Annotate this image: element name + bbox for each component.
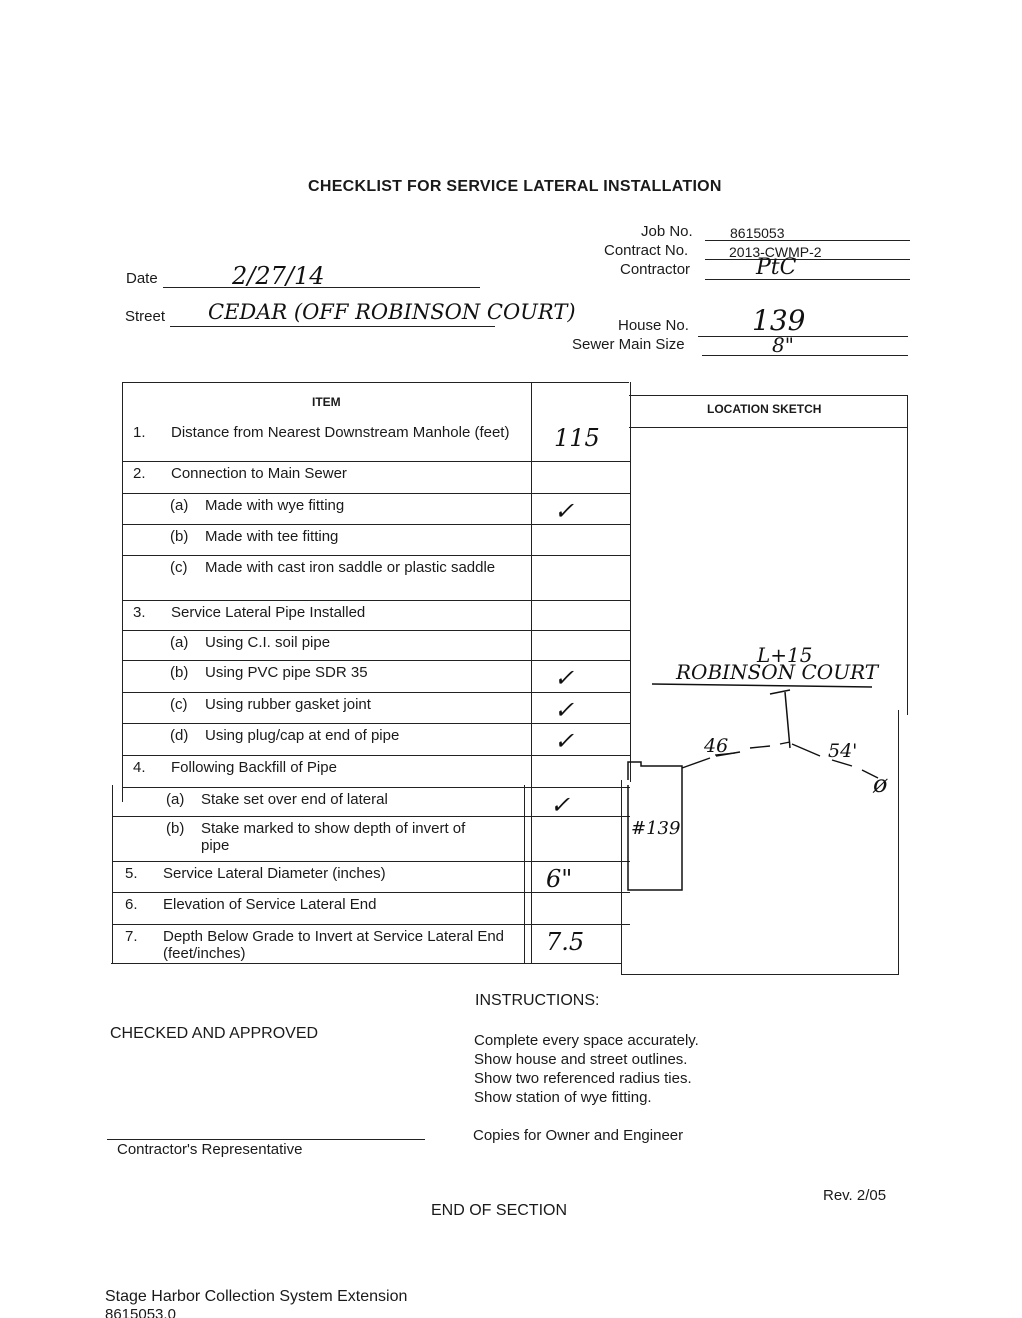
row-divider (122, 493, 630, 494)
item-header: ITEM (312, 395, 341, 409)
sketch-tie-right: 54' (828, 740, 858, 762)
row-divider (122, 692, 630, 693)
row-item-text: Distance from Nearest Downstream Manhole (feet) (171, 424, 510, 441)
instructions-heading: INSTRUCTIONS: (475, 992, 600, 1009)
row-item-text: Elevation of Service Lateral End (163, 896, 377, 913)
row-value: ✓ (554, 696, 575, 724)
date-value: 2/27/14 (232, 262, 325, 290)
instruction-line: Complete every space accurately. (474, 1032, 699, 1049)
row-sub-label: (b) (170, 528, 189, 545)
row-number: 5. (125, 865, 138, 882)
row-divider (112, 924, 630, 925)
row-value: ✓ (554, 727, 575, 755)
instruction-line: Show station of wye fitting. (474, 1089, 652, 1106)
contract-no-value: 2013-CWMP-2 (729, 244, 822, 260)
contract-no-label: Contract No. (604, 242, 689, 259)
row-item-text: Depth Below Grade to Invert at Service Lateral End (feet/inches) (163, 928, 505, 962)
row-item-text: Connection to Main Sewer (171, 465, 347, 482)
row-number: 3. (133, 604, 146, 621)
row-number: 2. (133, 465, 146, 482)
copies-note: Copies for Owner and Engineer (473, 1127, 684, 1144)
date-label: Date (126, 270, 158, 287)
form-title: CHECKLIST FOR SERVICE LATERAL INSTALLATION (308, 178, 722, 195)
row-item-text: Made with cast iron saddle or plastic saddle (205, 559, 496, 576)
sketch-house-label: #139 (631, 818, 681, 839)
row-divider (122, 755, 630, 756)
row-number: 6. (125, 896, 138, 913)
row-value: ✓ (550, 791, 571, 819)
sketch-street-name: ROBINSON COURT (676, 660, 879, 684)
sketch-header: LOCATION SKETCH (707, 402, 822, 416)
row-value: ✓ (554, 664, 575, 692)
row-item-text: Service Lateral Pipe Installed (171, 604, 366, 621)
row-divider (122, 600, 630, 601)
sewer-main-size-label: Sewer Main Size (572, 336, 685, 353)
row-value: ✓ (554, 497, 575, 525)
row-divider (112, 861, 630, 862)
row-sub-label: (c) (170, 559, 188, 576)
street-outline (652, 684, 872, 687)
sketch-tie-left: 46 (704, 735, 729, 757)
instructions-list (474, 1031, 699, 1107)
row-number: 7. (125, 928, 138, 945)
footer-project: Stage Harbor Collection System Extension (105, 1288, 408, 1305)
row-value: 6" (546, 865, 573, 893)
row-item-text: Using plug/cap at end of pipe (205, 727, 400, 744)
row-item-text: Using rubber gasket joint (205, 696, 371, 713)
row-number: 1. (133, 424, 146, 441)
row-value: 115 (554, 424, 600, 452)
row-sub-label: (b) (166, 820, 185, 837)
end-of-section: END OF SECTION (431, 1202, 568, 1219)
row-sub-label: (a) (170, 497, 189, 514)
row-sub-label: (d) (170, 727, 189, 744)
lateral-line (785, 692, 790, 748)
contractor-representative: Contractor's Representative (117, 1141, 303, 1158)
contractor-label: Contractor (620, 261, 691, 278)
row-item-text: Stake set over end of lateral (201, 791, 388, 808)
row-value: 7.5 (546, 928, 585, 956)
row-divider (122, 461, 630, 462)
row-item-text: Using C.I. soil pipe (205, 634, 331, 651)
row-divider (122, 660, 630, 661)
street-value: CEDAR (OFF ROBINSON COURT) (208, 300, 576, 324)
row-sub-label: (a) (170, 634, 189, 651)
row-item-text: Stake marked to show depth of invert of pipe (201, 820, 466, 854)
contractor-value: PtC (756, 255, 797, 280)
row-number: 4. (133, 759, 146, 776)
instruction-line: Show house and street outlines. (474, 1051, 688, 1068)
row-divider (122, 555, 630, 556)
row-divider (122, 630, 630, 631)
job-no-value: 8615053 (730, 225, 785, 241)
row-sub-label: (b) (170, 664, 189, 681)
row-divider (122, 787, 630, 788)
street-label: Street (125, 308, 166, 325)
row-item-text: Made with tee fitting (205, 528, 339, 545)
row-item-text: Following Backfill of Pipe (171, 759, 337, 776)
sketch-station: L+15 (757, 643, 813, 667)
sketch-end-mark: ø (873, 770, 888, 798)
tie-left-line (682, 742, 790, 768)
checked-approved: CHECKED AND APPROVED (110, 1025, 319, 1042)
house-no-label: House No. (618, 317, 689, 334)
instruction-line: Show two referenced radius ties. (474, 1070, 692, 1087)
row-item-text: Made with wye fitting (205, 497, 345, 514)
sewer-main-size-value: 8" (772, 333, 794, 357)
row-sub-label: (a) (166, 791, 185, 808)
footer-job: 8615053.0 (105, 1307, 176, 1318)
revision: Rev. 2/05 (823, 1187, 887, 1204)
row-sub-label: (c) (170, 696, 188, 713)
row-item-text: Using PVC pipe SDR 35 (205, 664, 368, 681)
house-no-value: 139 (752, 304, 806, 337)
job-no-label: Job No. (641, 223, 693, 240)
row-item-text: Service Lateral Diameter (inches) (163, 865, 386, 882)
